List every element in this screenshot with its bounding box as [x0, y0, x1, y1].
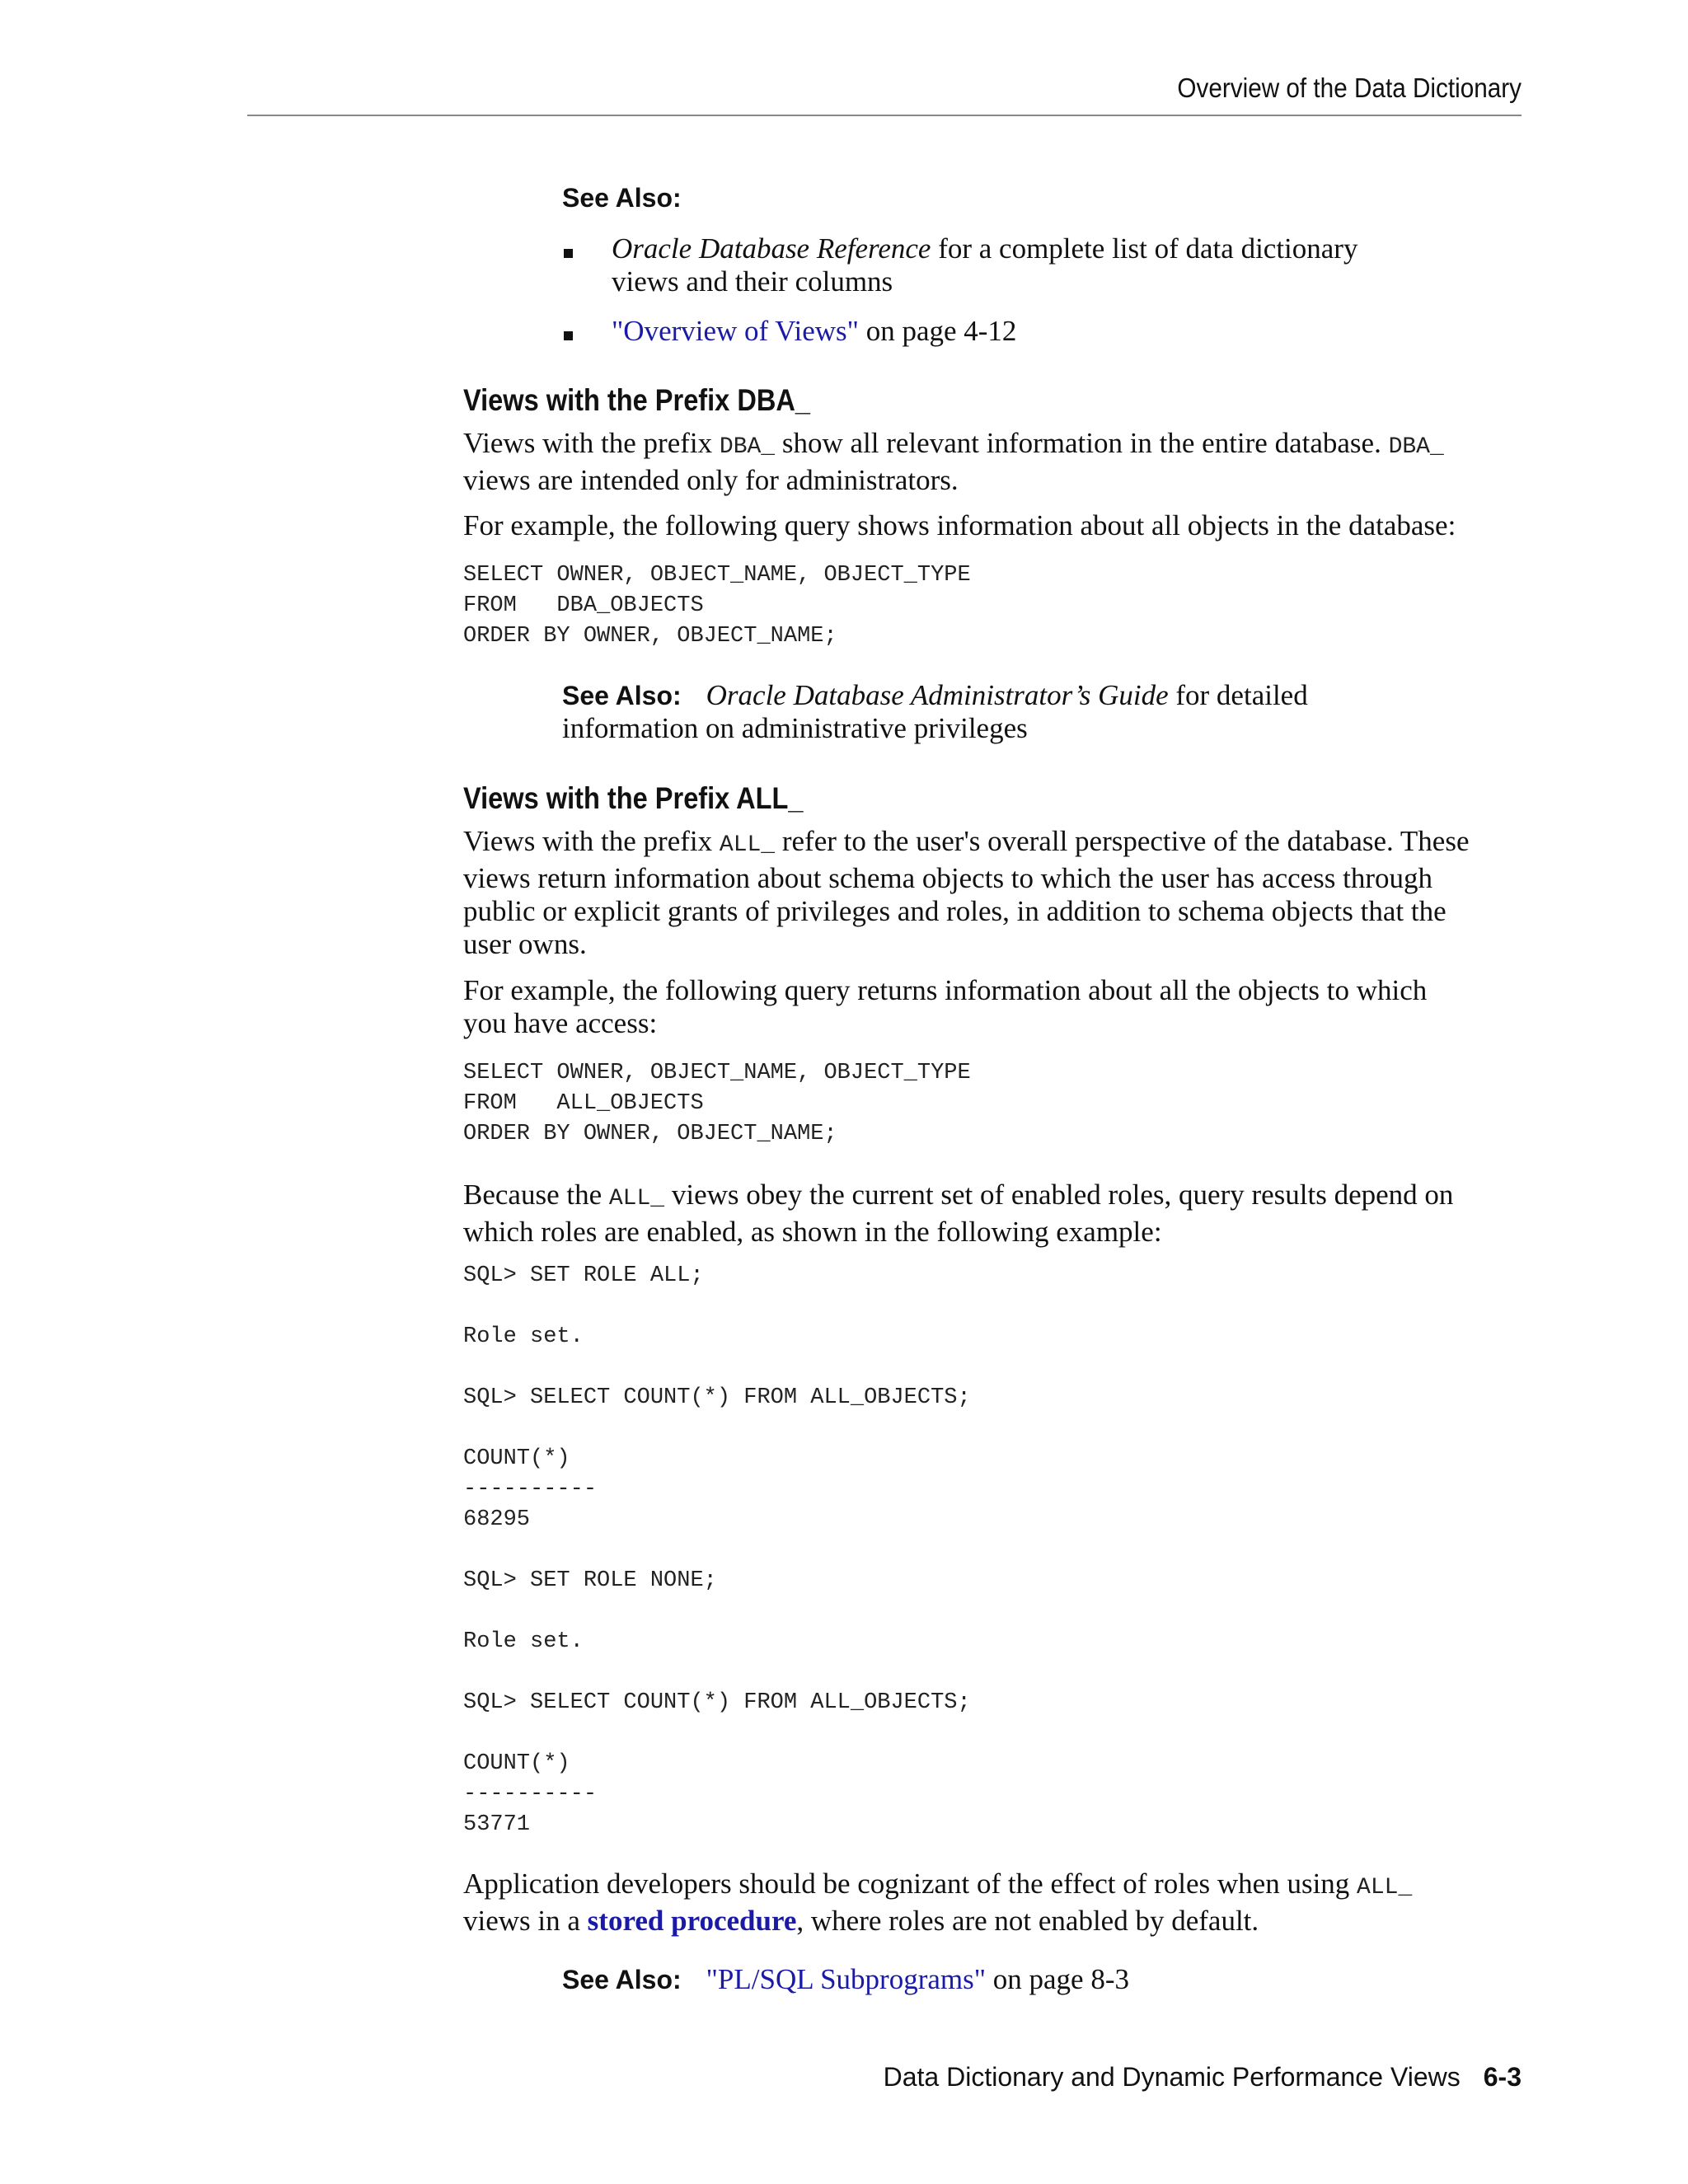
page-number: 6-3 [1483, 2062, 1522, 2092]
dba-see-also: See Also: Oracle Database Administrator’s Guide for detailed [562, 679, 1308, 711]
see-also-label: See Also: [562, 183, 682, 213]
bullet-icon [564, 249, 573, 258]
all-paragraph-3: Because the ALL_ views obey the current set of enabled roles, query results depend on which roles are enabled, as shown in the following example: [463, 1179, 1454, 1248]
see-also-label: See Also: [562, 681, 682, 710]
see-also-item-reference: Oracle Database Reference for a complete list of data dictionary views and their columns [612, 232, 1358, 298]
overview-of-views-link[interactable]: "Overview of Views" [612, 315, 859, 347]
dba-code-block: SELECT OWNER, OBJECT_NAME, OBJECT_TYPE FROM DBA_OBJECTS ORDER BY OWNER, OBJECT_NAME; [463, 563, 971, 649]
running-head: Overview of the Data Dictionary [1177, 73, 1522, 103]
see-also-item-overview: "Overview of Views" on page 4-12 [612, 315, 1017, 347]
page-footer [884, 2062, 1522, 2093]
see-also-label: See Also: [562, 1965, 682, 1994]
section-heading-dba: Views with the Prefix DBA_ [463, 383, 810, 417]
section-heading-all: Views with the Prefix ALL_ [463, 781, 804, 815]
bullet-icon [564, 331, 573, 340]
all-code-block: SELECT OWNER, OBJECT_NAME, OBJECT_TYPE FROM ALL_OBJECTS ORDER BY OWNER, OBJECT_NAME; [463, 1061, 971, 1146]
book-title: Oracle Database Reference [612, 232, 931, 265]
dba-paragraph-2: For example, the following query shows information about all objects in the database: [463, 509, 1456, 541]
dba-paragraph-1: Views with the prefix DBA_ show all relevant information in the entire database. DBA_ views are intended only for administrators. [463, 427, 1444, 496]
sql-session-code-block: SQL> SET ROLE ALL; Role set. SQL> SELECT COUNT(*) FROM ALL_OBJECTS; COUNT(*) ---------- 68295 SQL> SET ROLE NONE; Role set. SQL> SELECT COUNT(*) FROM ALL_OBJECTS; COUNT(*) ---------- 53771 [463, 1263, 971, 1837]
all-see-also: See Also: "PL/SQL Subprograms" on page 8-3 [562, 1963, 1129, 1995]
header-rule [247, 115, 1522, 116]
all-paragraph-2: For example, the following query returns information about all the objects to which you have access: [463, 974, 1428, 1039]
plsql-subprograms-link[interactable]: "PL/SQL Subprograms" [706, 1963, 987, 1995]
footer-title: Data Dictionary and Dynamic Performance Views [883, 2062, 1461, 2092]
stored-procedure-link[interactable]: stored procedure [587, 1905, 797, 1937]
all-paragraph-1: Views with the prefix ALL_ refer to the user's overall perspective of the database. These views return information about schema objects to which the user has access through public or explicit grants of privileges and roles, in addition to schema objects that the user owns. [463, 825, 1470, 960]
book-title: Oracle Database Administrator’s Guide [706, 679, 1169, 711]
all-paragraph-4: Application developers should be cognizant of the effect of roles when using ALL_ views in a stored procedure, where roles are not enabled by default. [463, 1868, 1413, 1937]
dba-see-also-line2: information on administrative privileges [562, 712, 1028, 744]
